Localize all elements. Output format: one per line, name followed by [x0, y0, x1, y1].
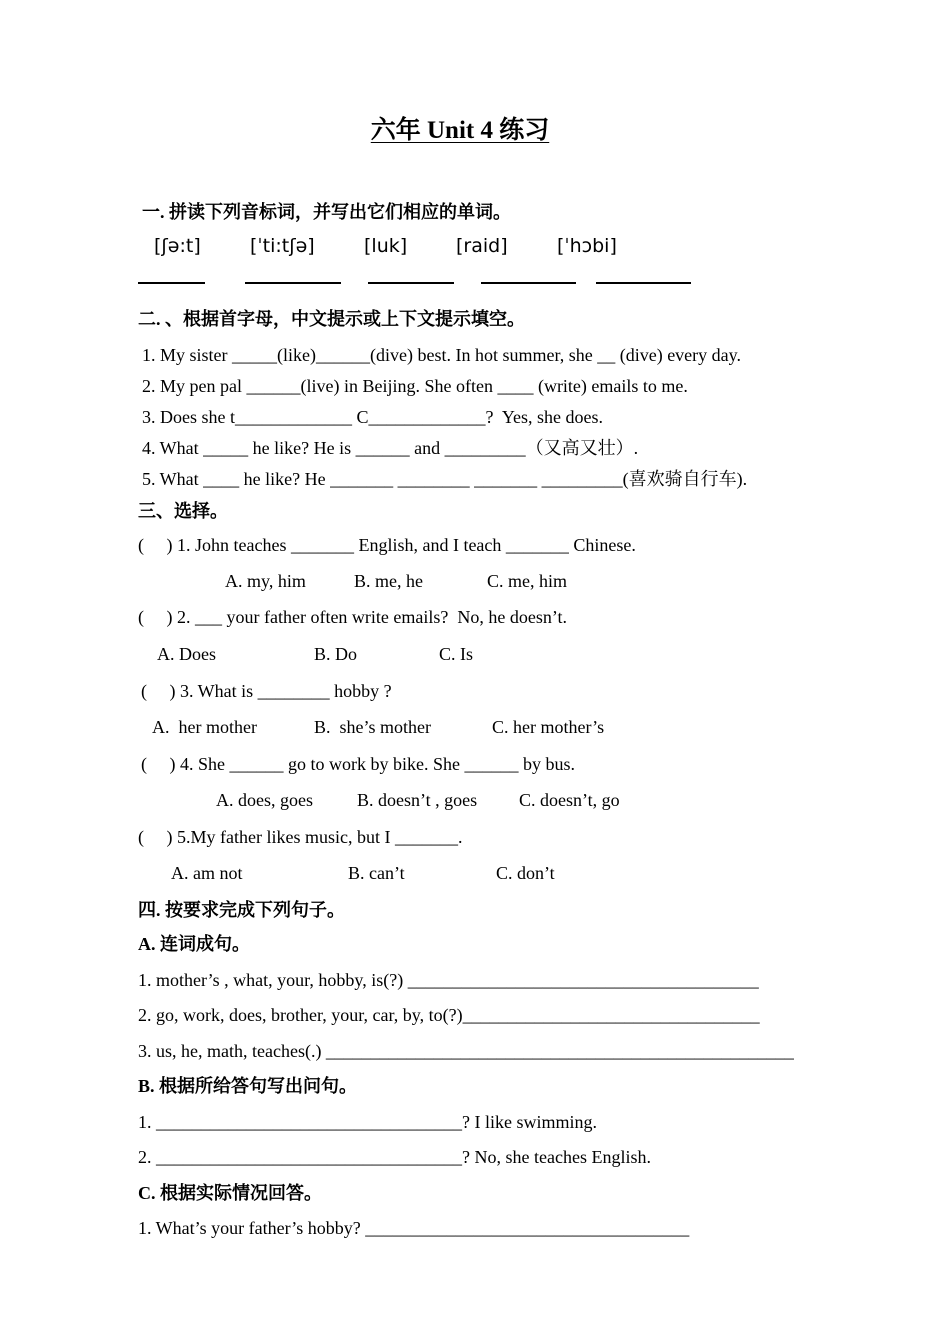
ipa-word-1: [ʃə:t] — [154, 235, 201, 257]
part-c-heading: C. 根据实际情况回答。 — [138, 1183, 322, 1203]
fill-item-2: 2. My pen pal ______(live) in Beijing. She often ____ (write) emails to me. — [142, 376, 688, 396]
ipa-word-3: [luk] — [364, 235, 408, 257]
choice-question-2: ( ) 2. ___ your father often write emails? No, he doesn’t. — [138, 607, 568, 627]
choice-4-option-b: B. doesn’t , goes — [357, 790, 478, 810]
question-item-2: 2. __________________________________? No, she teaches English. — [138, 1147, 651, 1167]
choice-question-3: ( ) 3. What is ________ hobby ? — [141, 681, 392, 701]
choice-3-option-a: A. her mother — [152, 717, 257, 737]
fill-item-1: 1. My sister _____(like)______(dive) best. In hot summer, she __ (dive) every day. — [142, 345, 741, 365]
part-a-heading: A. 连词成句。 — [138, 934, 250, 954]
choice-2-option-c: C. Is — [439, 644, 474, 664]
answer-blank-1[interactable] — [138, 282, 205, 284]
choice-2-option-b: B. Do — [314, 644, 358, 664]
ipa-word-5: [ˈhɔbi] — [557, 235, 617, 257]
fill-item-4: 4. What _____ he like? He is ______ and _________（又高又壮）. — [142, 438, 639, 458]
answer-item-1: 1. What’s your father’s hobby? ____________________________________ — [138, 1218, 690, 1238]
question-item-1: 1. __________________________________? I like swimming. — [138, 1112, 597, 1132]
choice-3-option-b: B. she’s mother — [314, 717, 431, 737]
reorder-item-2: 2. go, work, does, brother, your, car, by, to(?)_________________________________ — [138, 1005, 760, 1025]
choice-3-option-c: C. her mother’s — [492, 717, 605, 737]
choice-question-4: ( ) 4. She ______ go to work by bike. She ______ by bus. — [141, 754, 575, 774]
fill-item-3: 3. Does she t_____________ C_____________? Yes, she does. — [142, 407, 603, 427]
answer-blank-2[interactable] — [245, 282, 341, 284]
choice-question-5: ( ) 5.My father likes music, but I _______. — [138, 827, 463, 847]
choice-1-option-b: B. me, he — [354, 571, 423, 591]
reorder-item-1: 1. mother’s , what, your, hobby, is(?) _______________________________________ — [138, 970, 759, 990]
choice-2-option-a: A. Does — [157, 644, 216, 664]
choice-1-option-c: C. me, him — [487, 571, 567, 591]
choice-5-option-b: B. can’t — [348, 863, 405, 883]
section-2-heading: 二. 、根据首字母，中文提示或上下文提示填空。 — [138, 309, 525, 329]
section-4-heading: 四. 按要求完成下列句子。 — [138, 900, 345, 920]
section-1-heading: 一. 拼读下列音标词，并写出它们相应的单词。 — [142, 202, 511, 222]
answer-blank-5[interactable] — [596, 282, 691, 284]
choice-4-option-a: A. does, goes — [216, 790, 313, 810]
fill-item-5: 5. What ____ he like? He _______ ________ _______ _________(喜欢骑自行车). — [142, 469, 748, 489]
choice-question-1: ( ) 1. John teaches _______ English, and I teach _______ Chinese. — [138, 535, 636, 555]
choice-1-option-a: A. my, him — [225, 571, 306, 591]
ipa-word-2: [ˈti:tʃə] — [250, 235, 315, 257]
worksheet-title: 六年 Unit 4 练习 — [370, 117, 550, 144]
part-b-heading: B. 根据所给答句写出问句。 — [138, 1076, 358, 1096]
section-3-heading: 三、选择。 — [138, 501, 228, 521]
answer-blank-3[interactable] — [368, 282, 454, 284]
choice-4-option-c: C. doesn’t, go — [519, 790, 620, 810]
choice-5-option-a: A. am not — [171, 863, 243, 883]
reorder-item-3: 3. us, he, math, teaches(.) ____________________________________________________ — [138, 1041, 794, 1061]
choice-5-option-c: C. don’t — [496, 863, 555, 883]
answer-blank-4[interactable] — [481, 282, 576, 284]
ipa-word-4: [raid] — [456, 235, 508, 257]
